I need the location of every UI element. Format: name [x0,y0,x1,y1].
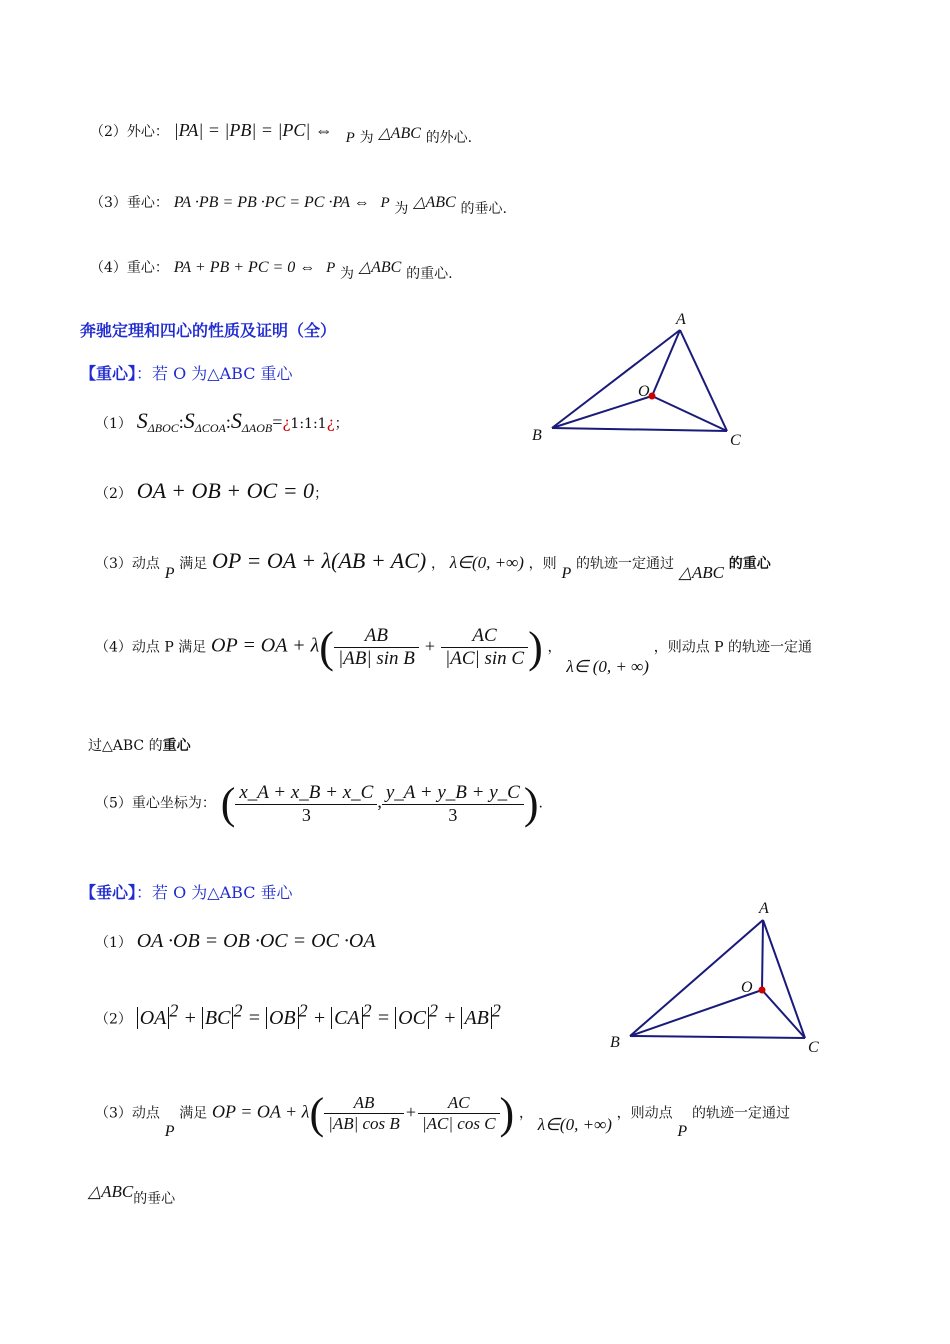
section-title: 奔驰定理和四心的性质及证明（全） [80,321,337,340]
centroid-prop-1: （1） $S_{\Delta BOC}:S_{\Delta COA}:S_{\Delta AOB}=¿1:1:1¿$； [95,408,349,435]
fraction-ac-cosc: $\frac{AC}{\text{|AC| cos C}}$ [418,1093,500,1134]
edge-ca [763,920,805,1038]
edge-bc [630,1036,805,1038]
orthocenter-prop-3-continued: △ABC的垂心 [88,1182,176,1207]
label-b: B [610,1034,620,1051]
centroid-prop-3: （3）动点 P 满足 OP = OA + λ(AB + AC) ， λ∈(0, +∞) ，则 P 的轨迹一定通过 △ABC 的重心 [95,548,771,582]
label-a: A [676,311,686,328]
intro-line-orthocenter: （3）垂心： PA ·PB = PB ·PC = PC ·PA ⇔ P 为 △ABC 的垂心. [90,194,507,217]
orthocenter-condition: PA ·PB = PB ·PC = PC ·PA ⇔ [173,194,370,211]
fraction-ab-cosb: $\frac{AB}{\text{|AB| cos B}}$ [324,1093,404,1134]
label-c: C [808,1039,819,1056]
x-coordinate-fraction: $\frac{x\_A + x\_B + x\_C}{3}$ [235,782,377,826]
label-c: C [730,432,741,449]
point-o [759,987,766,994]
fraction-ac-sinc: $\frac{AC}{\text{|AC| sin C}}$ [441,625,528,670]
edge-ab [552,330,680,428]
label-o: O [638,383,650,400]
edge-bc [552,428,727,431]
segment-ob [630,990,762,1036]
label-o: O [741,979,753,996]
segment-oc [762,990,805,1038]
orthocenter-prop-1: （1） OA ·OB = OB ·OC = OC ·OA [95,930,376,952]
intro-line-circumcenter: （2）外心： |PA| = |PB| = |PC| ⇔ P 为 △ABC 的外心. [90,120,473,146]
fraction-ab-sinb: $\frac{AB}{\text{|AB| sin B}}$ [334,625,419,670]
centroid-prop-5: （5）重心坐标为： ( $\frac{x\_A + x\_B + x\_C}{3}$ , $\frac{y\_A + y\_B + y\_C}{3}$ ). [95,779,543,828]
edge-ab [630,920,763,1036]
centroid-header: 【重心】：若 O 为△ABC 重心 [80,364,293,383]
centroid-triangle-figure [520,300,780,460]
intro-line-centroid: （4）重心： PA + PB + PC = 0 ⇔ P 为 △ABC 的重心. [90,259,453,282]
orthocenter-prop-2: （2） OA $^2$ + BC $^2$ = OB $^2$ + CA $^2$ = OC $^2$ + AB $^2$ [95,1000,501,1029]
y-coordinate-fraction: $\frac{y\_A + y\_B + y\_C}{3}$ [382,782,524,826]
segment-ob [552,396,652,428]
centroid-condition: PA + PB + PC = 0 ⇔ [173,259,316,276]
segment-oc [652,396,727,431]
orthocenter-triangle-figure [600,890,840,1065]
orthocenter-prop-3: （3）动点 P 满足 OP = OA + λ( $\frac{AB}{\text{|AB| cos B}}$ + $\frac{AC}{\text{|AC| cos C}}$ ) ， λ∈(0, +∞) ，则动点 P 的轨迹一定通过 [95,1089,790,1140]
label-b: B [532,427,542,444]
centroid-prop-2: （2） OA + OB + OC = 0； [95,478,329,503]
orthocenter-header: 【垂心】：若 O 为△ABC 垂心 [80,883,293,902]
circumcenter-condition: |PA| = |PB| = |PC| ⇔ [173,120,333,140]
label-a: A [759,900,769,917]
centroid-prop-4: （4）动点 P 满足 OP = OA + λ( $\frac{AB}{\text{|AB| sin B}}$ + $\frac{AC}{\text{|AC| sin C}}$ ) ， λ∈ (0, + ∞) ，则动点 P 的轨迹一定通 [95,623,813,676]
edge-ca [680,330,727,431]
centroid-prop-4-continued: 过△ABC 的重心 [88,738,191,754]
segment-oa [762,920,763,990]
